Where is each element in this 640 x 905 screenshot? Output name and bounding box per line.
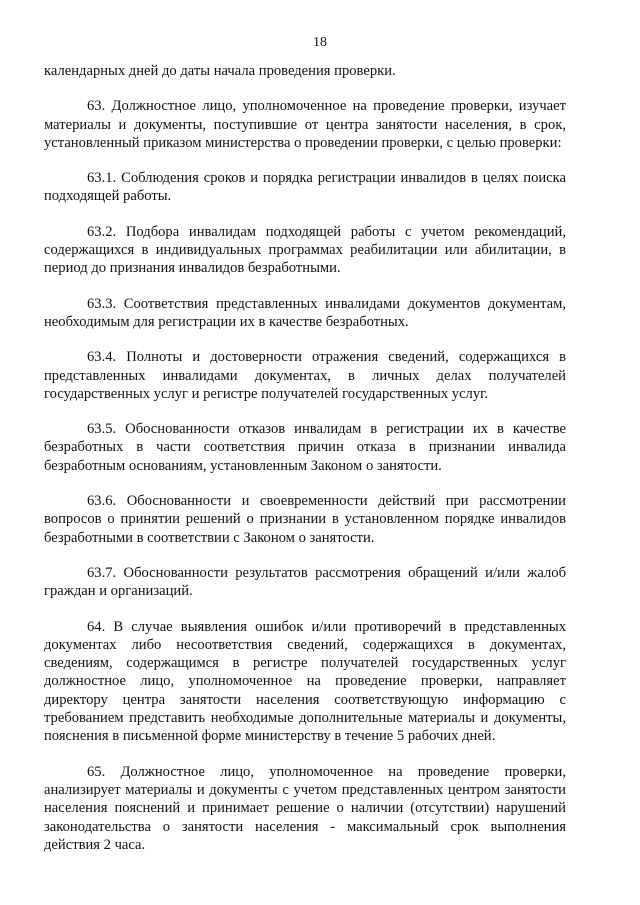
document-body	[44, 62, 566, 871]
page-number: 18	[313, 35, 327, 50]
paragraph-63-4: 63.4. Полноты и достоверности отражения сведений, содержащихся в представленных инвалидами документах, в личных делах получателей государственных услуг и регистре получателей государственных услуг.	[44, 349, 566, 402]
paragraph-63-6: 63.6. Обоснованности и своевременности действий при рассмотрении вопросов о принятии решений о признании в установленном порядке инвалидов безработными в соответствии с Законом о занятости.	[44, 493, 566, 546]
paragraph-63-1: 63.1. Соблюдения сроков и порядка регистрации инвалидов в целях поиска подходящей работы.	[44, 170, 566, 205]
paragraph-continuation: календарных дней до даты начала проведения проверки.	[44, 63, 396, 79]
paragraph-65: 65. Должностное лицо, уполномоченное на проведение проверки, анализирует материалы и документы с учетом представленных центром занятости населения пояснений и принимает решение о наличии (отсутствии) нарушений законодательства о занятости населения - максимальный срок выполнения действия 2 часа.	[44, 763, 566, 853]
paragraph-63-7: 63.7. Обоснованности результатов рассмотрения обращений и/или жалоб граждан и организаций.	[44, 564, 566, 600]
paragraph-63-2: 63.2. Подбора инвалидам подходящей работы с учетом рекомендаций, содержащихся в индивидуальных программах реабилитации или абилитации, в период до признания инвалидов безработными.	[44, 223, 566, 277]
paragraph-64: 64. В случае выявления ошибок и/или противоречий в представленных документах либо несоответствия сведений, содержащихся в документах, сведениям, содержащимся в регистре получателей государственных услуг должностное лицо, уполномоченное на проведение проверки, направляет директору центра занятости населения соответствующую информацию с требованием представить необходимые дополнительные материалы и документы, пояснения в письменной форме министерству в течение 5 рабочих дней.	[44, 618, 566, 745]
paragraph-63-5: 63.5. Обоснованности отказов инвалидам в регистрации их в качестве безработных в части соответствия причин отказа в признании инвалида безработным основаниям, установленным Законом о занятости.	[44, 421, 566, 474]
paragraph-63-3: 63.3. Соответствия представленных инвалидами документов документам, необходимым для регистрации их в качестве безработных.	[44, 295, 566, 330]
paragraph-63: 63. Должностное лицо, уполномоченное на проведение проверки, изучает материалы и документы, поступившие от центра занятости населения, в срок, установленный приказом министерства о проведении проверки, с целью проверки:	[44, 98, 566, 151]
